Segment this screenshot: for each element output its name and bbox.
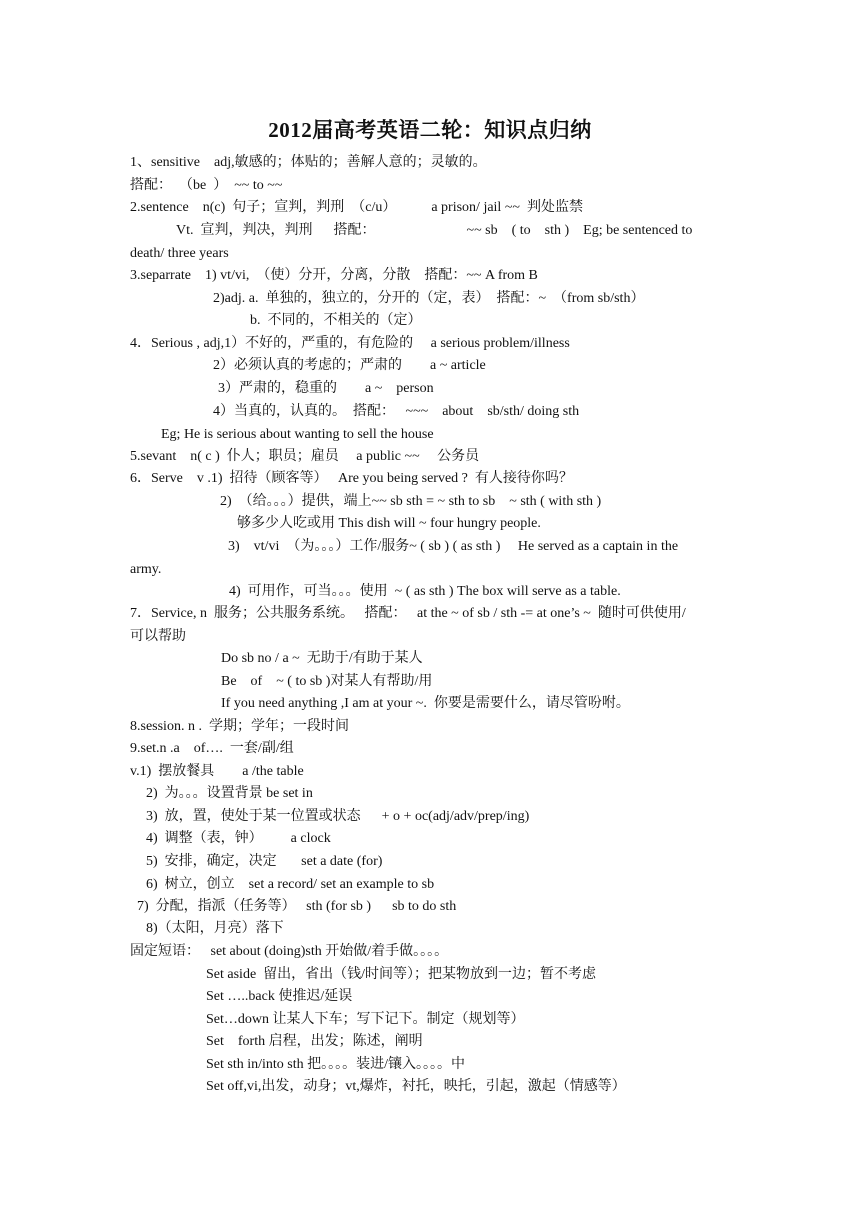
text-line: 4．Serious , adj,1）不好的，严重的，有危险的 a serious problem/illness bbox=[130, 336, 570, 351]
text-line: 搭配： （be ） ~~ to ~~ bbox=[130, 178, 283, 193]
text-line: army. bbox=[130, 562, 162, 577]
text-line: 3) vt/vi （为。。。）工作/服务~ ( sb ) ( as sth ) He served as a captain in the bbox=[228, 539, 679, 554]
text-line: 9.set.n .a of…. 一套/副/组 bbox=[130, 741, 294, 756]
text-line: 6) 树立，创立 set a record/ set an example to sb bbox=[146, 877, 435, 892]
text-line: Vt. 宣判，判决，判刑 搭配： ~~ sb ( to sth ) Eg; be sentenced to bbox=[176, 223, 693, 238]
text-line: 3) 放，置，使处于某一位置或状态 + o + oc(adj/adv/prep/ing) bbox=[146, 809, 530, 824]
text-line: 7) 分配，指派（任务等） sth (for sb ) sb to do sth bbox=[137, 899, 457, 914]
text-line: Set…down 让某人下车；写下记下。制定（规划等） bbox=[206, 1012, 525, 1027]
text-line: v.1) 摆放餐具 a /the table bbox=[130, 764, 304, 779]
text-line: death/ three years bbox=[130, 246, 229, 261]
text-line: 8.session. n . 学期；学年；一段时间 bbox=[130, 719, 349, 734]
text-line: Set aside 留出，省出（钱/时间等）；把某物放到一边；暂不考虑 bbox=[206, 967, 597, 982]
text-line: 8)（太阳，月亮）落下 bbox=[146, 921, 284, 936]
text-line: 3.separrate 1) vt/vi, （使）分开，分离，分散 搭配：~~ A from B bbox=[130, 268, 538, 283]
text-line: 2)adj. a. 单独的，独立的，分开的（定，表） 搭配：~ （from sb/sth） bbox=[213, 291, 645, 306]
text-line: Set sth in/into sth 把。。。。装进/镶入。。。。中 bbox=[206, 1057, 466, 1072]
text-line: Eg; He is serious about wanting to sell the house bbox=[161, 427, 434, 442]
text-line: Set off,vi,出发，动身；vt,爆炸，衬托，映托，引起，激起（情感等） bbox=[206, 1079, 626, 1094]
text-line: 1、sensitive adj,敏感的；体贴的；善解人意的；灵敏的。 bbox=[130, 155, 487, 170]
text-line: b. 不同的，不相关的（定） bbox=[250, 313, 422, 328]
text-line: 7．Service, n 服务；公共服务系统。 搭配： at the ~ of sb / sth -= at one’s ~ 随时可供使用/ bbox=[130, 606, 686, 621]
text-line: 5) 安排，确定，决定 set a date (for) bbox=[146, 854, 383, 869]
text-line: 2) 为。。。设置背景 be set in bbox=[146, 786, 313, 801]
text-line: 6．Serve v .1) 招待（顾客等） Are you being served ? 有人接待你吗？ bbox=[130, 471, 573, 486]
text-line: If you need anything ,I am at your ~. 你要是需要什么，请尽管吩咐。 bbox=[221, 696, 630, 711]
text-line: 固定短语： set about (doing)sth 开始做/着手做。。。。 bbox=[130, 944, 449, 959]
text-line: Set …..back 使推迟/延误 bbox=[206, 989, 353, 1004]
text-line: 够多少人吃或用 This dish will ~ four hungry people. bbox=[237, 516, 541, 531]
text-line: 可以帮助 bbox=[130, 629, 186, 644]
page-title: 2012届高考英语二轮：知识点归纳 bbox=[268, 118, 592, 142]
text-line: 3）严肃的，稳重的 a ~ person bbox=[218, 381, 434, 396]
text-line: 4) 可用作，可当。。。使用 ~ ( as sth ) The box will serve as a table. bbox=[229, 584, 621, 599]
text-line: Do sb no / a ~ 无助于/有助于某人 bbox=[221, 651, 423, 666]
text-line: 2）必须认真的考虑的；严肃的 a ~ article bbox=[213, 358, 486, 373]
text-line: 2) （给。。。）提供，端上~~ sb sth = ~ sth to sb ~ sth ( with sth ) bbox=[220, 494, 602, 509]
text-line: 5.sevant n( c ) 仆人；职员；雇员 a public ~~ 公务员 bbox=[130, 449, 480, 464]
text-line: 2.sentence n(c) 句子；宣判，判刑 （c/u） a prison/ jail ~~ 判处监禁 bbox=[130, 200, 583, 215]
text-line: 4）当真的，认真的。 搭配： ~~~ about sb/sth/ doing sth bbox=[213, 404, 580, 419]
text-line: 4) 调整（表，钟） a clock bbox=[146, 831, 331, 846]
text-line: Set forth 启程，出发；陈述，阐明 bbox=[206, 1034, 423, 1049]
text-line: Be of ~ ( to sb )对某人有帮助/用 bbox=[221, 674, 433, 689]
